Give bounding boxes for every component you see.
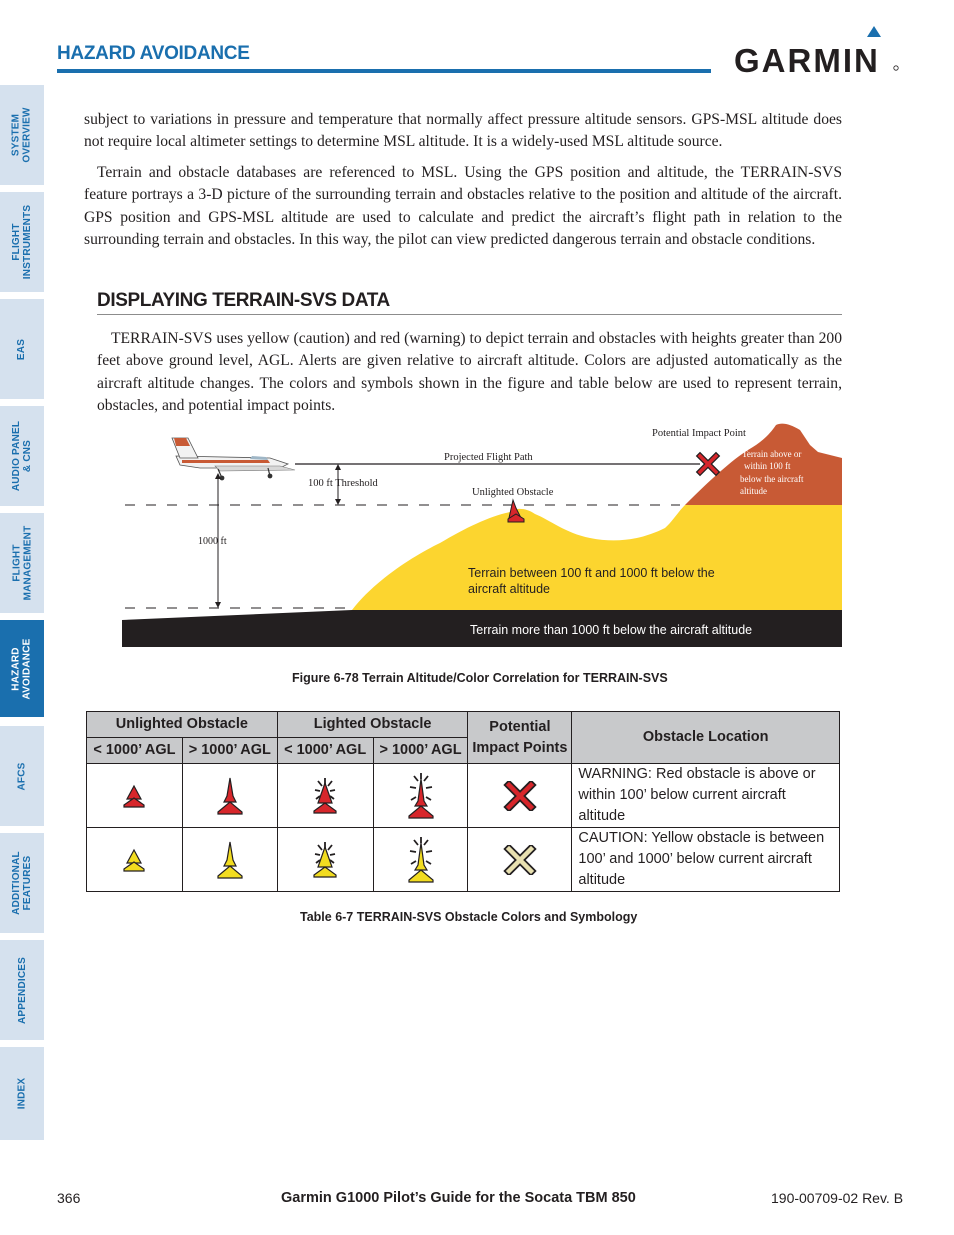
paragraph-terrain-colors: TERRAIN-SVS uses yellow (caution) and red (warning) to depict terrain and obstacles with heights greater than 200 feet above ground level, AGL. Alerts are given relative to aircraft altitude. Colors are adjusted automatically as the aircraft altitude changes. The colors and symbols shown in the figure and table below are used to represent terrain, obstacles, and potential impact points.: [97, 330, 842, 415]
header-lighted-lt1000: < 1000’ AGL: [277, 738, 373, 764]
table-caption: Table 6-7 TERRAIN-SVS Obstacle Colors and Symbology: [300, 910, 638, 924]
label-terrain-red-2: within 100 ft: [744, 461, 791, 471]
cell-lighted-small-yellow: [277, 828, 373, 892]
header-impact-points: [468, 712, 572, 764]
cell-unlighted-small-yellow: [87, 828, 183, 892]
tab-additional-features[interactable]: ADDITIONAL FEATURES: [0, 833, 44, 933]
garmin-logo: [734, 26, 899, 78]
cell-lighted-large-yellow: [373, 828, 468, 892]
header-unlighted-obstacle: Unlighted Obstacle: [87, 712, 278, 738]
label-terrain-yellow-2: aircraft altitude: [468, 582, 550, 596]
tab-index[interactable]: INDEX: [0, 1047, 44, 1140]
header-lighted-obstacle: Lighted Obstacle: [277, 712, 468, 738]
lighted-obstacle-large-red-icon: [405, 773, 437, 819]
label-terrain-red-3: below the aircraft: [740, 474, 804, 484]
tab-system-overview[interactable]: SYSTEM OVERVIEW: [0, 85, 44, 185]
table-row-warning: [87, 764, 840, 828]
unlighted-obstacle-small-red-icon: [119, 783, 149, 809]
tab-appendices[interactable]: APPENDICES: [0, 940, 44, 1040]
header-obstacle-location: Obstacle Location: [572, 712, 840, 764]
tab-flight-management[interactable]: FLIGHT MANAGEMENT: [0, 513, 44, 613]
lighted-obstacle-small-yellow-icon: [309, 841, 341, 879]
label-terrain-yellow-1: Terrain between 100 ft and 1000 ft below the: [468, 566, 715, 580]
paragraph-gps-msl: subject to variations in pressure and temperature that normally affect pressure altitude sensors. GPS-MSL altitude does not require local altimeter settings to determine MSL altitude. It is a widely-used MSL altitude source.: [84, 111, 842, 151]
tab-eas[interactable]: EAS: [0, 299, 44, 399]
section-title: HAZARD AVOIDANCE: [57, 43, 250, 64]
header-impact-line-1: Potential: [489, 718, 551, 735]
footer-title: Garmin G1000 Pilot’s Guide for the Socata TBM 850: [281, 1190, 636, 1206]
tab-flight-instruments[interactable]: FLIGHT INSTRUMENTS: [0, 192, 44, 292]
cell-caution-description: CAUTION: Yellow obstacle is between 100’ and 1000’ below current aircraft altitude: [572, 828, 840, 892]
header-rule: [57, 69, 711, 73]
tab-hazard-avoidance[interactable]: HAZARD AVOIDANCE: [0, 620, 44, 717]
label-unlighted-obstacle: Unlighted Obstacle: [472, 487, 554, 498]
impact-point-symbol: [700, 456, 716, 472]
label-terrain-red-1: Terrain above or: [742, 449, 802, 459]
unlighted-obstacle-large-red-icon: [215, 776, 245, 816]
cell-unlighted-large-red: [182, 764, 277, 828]
cell-unlighted-large-yellow: [182, 828, 277, 892]
heading-rule: [97, 314, 842, 315]
unlighted-obstacle-small-yellow-icon: [119, 847, 149, 873]
svg-text:GARMIN: GARMIN: [734, 42, 880, 78]
cell-impact-yellow: [468, 828, 572, 892]
heading-displaying-terrain: DISPLAYING TERRAIN-SVS DATA: [97, 290, 390, 311]
header-unlighted-gt1000: > 1000’ AGL: [182, 738, 277, 764]
lighted-obstacle-large-yellow-icon: [405, 837, 437, 883]
lighted-obstacle-small-red-icon: [309, 777, 341, 815]
cell-warning-description: WARNING: Red obstacle is above or within 100’ below current aircraft altitude: [572, 764, 840, 828]
label-terrain-red-4: altitude: [740, 486, 767, 496]
table-row-caution: [87, 828, 840, 892]
paragraph-databases: Terrain and obstacle databases are referenced to MSL. Using the GPS position and altitude, the TERRAIN-SVS feature portrays a 3-D picture of the surrounding terrain and obstacles relative to the position and altitude of the aircraft. GPS position and GPS-MSL altitude are used to calculate and predict the aircraft’s flight path in relation to the surrounding terrain and obstacles. In this way, the pilot can view predicted dangerous terrain and obstacle conditions.: [84, 164, 842, 249]
impact-point-red-icon: [503, 781, 537, 811]
terrain-figure: [120, 420, 842, 652]
cell-impact-red: [468, 764, 572, 828]
figure-caption: Figure 6-78 Terrain Altitude/Color Correlation for TERRAIN-SVS: [292, 671, 668, 685]
aircraft-icon: [172, 438, 295, 480]
label-threshold: 100 ft Threshold: [308, 478, 378, 489]
impact-point-yellow-icon: [503, 845, 537, 875]
label-impact-point: Potential Impact Point: [652, 428, 746, 439]
unlighted-obstacle-large-yellow-icon: [215, 840, 245, 880]
label-terrain-black: Terrain more than 1000 ft below the aircraft altitude: [470, 623, 753, 637]
header-lighted-gt1000: > 1000’ AGL: [373, 738, 468, 764]
label-1000-ft: 1000 ft: [198, 536, 227, 547]
cell-lighted-large-red: [373, 764, 468, 828]
tab-audio-panel[interactable]: AUDIO PANEL & CNS: [0, 406, 44, 506]
terrain-yellow: [352, 505, 842, 610]
header-impact-line-2: Impact Points: [472, 739, 568, 756]
footer-doc-number: 190-00709-02 Rev. B: [771, 1190, 904, 1206]
obstacle-symbology-table: [86, 711, 840, 892]
label-flight-path: Projected Flight Path: [444, 452, 533, 463]
tab-afcs[interactable]: AFCS: [0, 726, 44, 826]
header-unlighted-lt1000: < 1000’ AGL: [87, 738, 183, 764]
page-number: 366: [57, 1190, 81, 1206]
cell-lighted-small-red: [277, 764, 373, 828]
cell-unlighted-small-red: [87, 764, 183, 828]
